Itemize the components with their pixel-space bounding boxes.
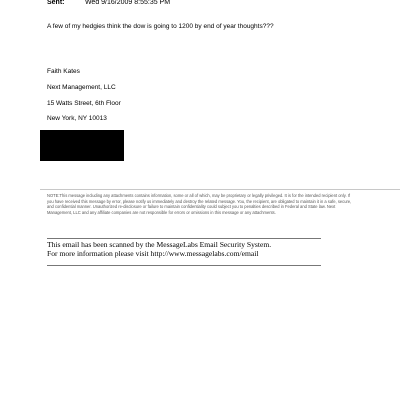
redaction-block xyxy=(40,130,124,161)
scan-rule-bottom xyxy=(47,265,321,266)
sent-row xyxy=(47,0,170,8)
email-body: A few of my hedgies think the dow is going to 1200 by end of year thoughts??? xyxy=(47,23,274,30)
sent-label: Sent: xyxy=(47,0,65,6)
signature-street: 15 Watts Street, 6th Floor xyxy=(47,100,121,107)
scan-rule-top xyxy=(47,238,321,239)
scan-notice-line-2: For more information please visit http://www.messagelabs.com/email xyxy=(47,249,259,258)
sent-value: Wed 9/16/2009 8:55:35 PM xyxy=(84,0,171,6)
scan-notice-line-1: This email has been scanned by the MessageLabs Email Security System. xyxy=(47,240,272,249)
signature-name: Faith Kates xyxy=(47,68,80,75)
signature-company: Next Management, LLC xyxy=(47,84,116,91)
confidentiality-notice: NOTE:This message including any attachments contains information, some or all of which, may be proprietary or legally privileged. It is for the intended recipient only. If you have received this message by error, please notify us immediately and destroy the related message. You, the recipient, are obligated to maintain it in a safe, secure, and confidential manner. Unauthorized re-disclosure or failure to maintain confidentiality could subject you to penalties described in Federal and State law. Next Management, LLC and any affiliate companies are not responsible for errors or omissions in this message or any attachments. xyxy=(47,193,352,215)
signature-city: New York, NY 10013 xyxy=(47,115,107,122)
divider xyxy=(40,189,400,190)
